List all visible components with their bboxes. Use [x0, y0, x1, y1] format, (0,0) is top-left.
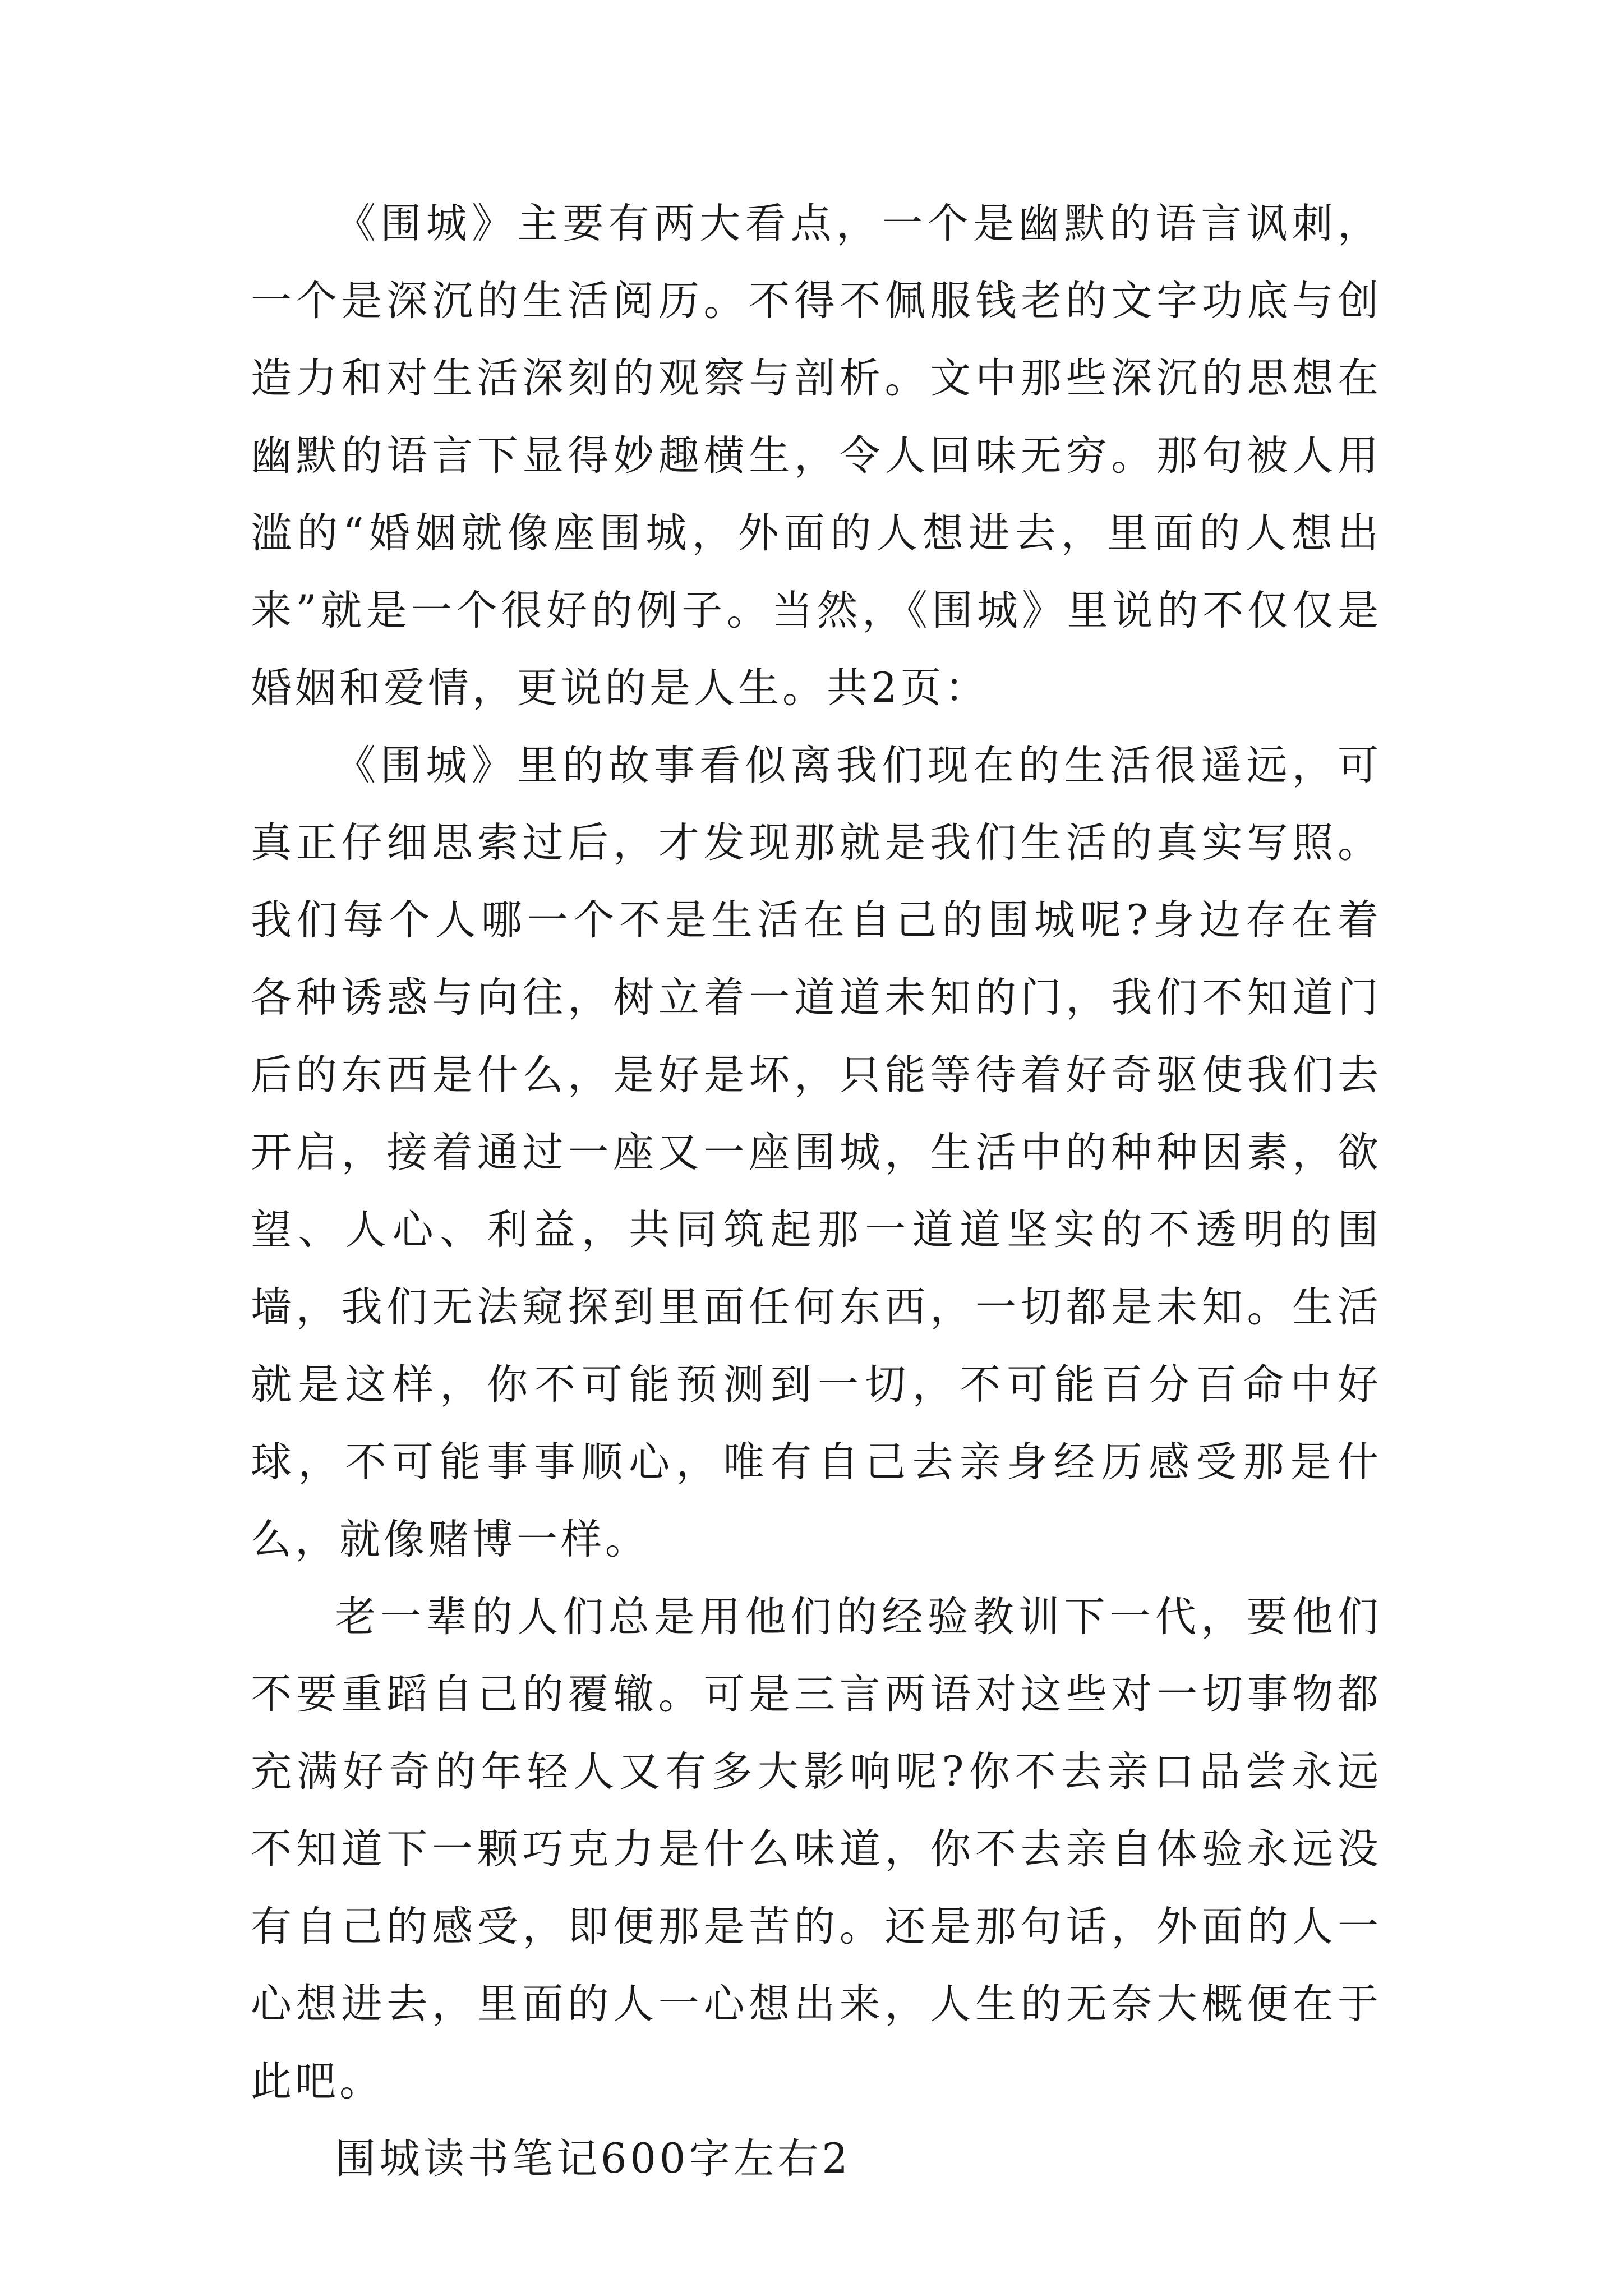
section-heading: 围城读书笔记600字左右2 [335, 2135, 851, 2183]
paragraph-3: 老一辈的人们总是用他们的经验教训下一代，要他们不要重蹈自己的覆辙。可是三言两语对这些对一切事物都充满好奇的年轻人又有多大影响呢?你不去亲口品尝永远不知道下一颗巧克力是什么味道，你不去亲自体验永远没有自己的感受，即便那是苦的。还是那句话，外面的人一心想进去，里面的人一心想出来，人生的无奈大概便在于此吧。 [251, 1593, 1382, 2105]
paragraph-2: 《围城》里的故事看似离我们现在的生活很遥远，可真正仔细思索过后，才发现那就是我们生活的真实写照。我们每个人哪一个不是生活在自己的围城呢?身边存在着各种诱惑与向往，树立着一道道未知的门，我们不知道门后的东西是什么，是好是坏，只能等待着好奇驱使我们去开启，接着通过一座又一座围城，生活中的种种因素，欲望、人心、利益，共同筑起那一道道坚实的不透明的围墙，我们无法窥探到里面任何东西，一切都是未知。生活就是这样，你不可能预测到一切，不可能百分百命中好球，不可能事事顺心，唯有自己去亲身经历感受那是什么，就像赌博一样。 [251, 742, 1382, 1563]
document-body [251, 185, 1382, 2198]
paragraph-1: 《围城》主要有两大看点，一个是幽默的语言讽刺，一个是深沉的生活阅历。不得不佩服钱老的文字功底与创造力和对生活深刻的观察与剖析。文中那些深沉的思想在幽默的语言下显得妙趣横生，令人回味无穷。那句被人用滥的“婚姻就像座围城，外面的人想进去，里面的人想出来”就是一个很好的例子。当然，《围城》里说的不仅仅是婚姻和爱情，更说的是人生。共2页： [251, 200, 1382, 712]
